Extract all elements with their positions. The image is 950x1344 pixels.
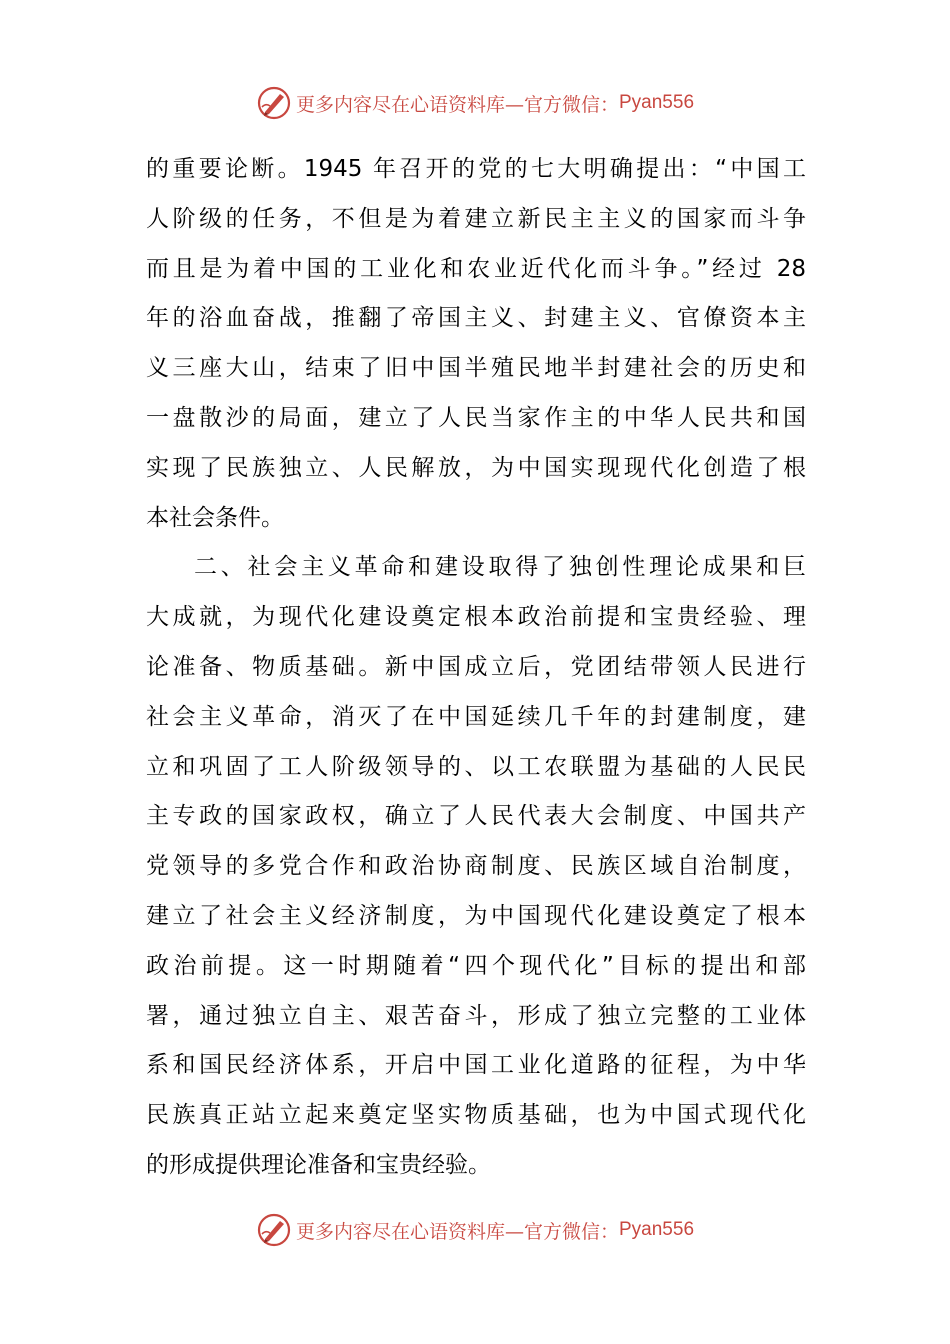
text-line: 的重要论断。1945 年召开的党的七大明确提出：“中国工 [146,156,806,182]
text-line: 本社会条件。 [146,504,284,531]
text-line: 的形成提供理论准备和宝贵经验。 [146,1151,491,1178]
text-line: 署，通过独立自主、艰苦奋斗，形成了独立完整的工业体 [146,1002,806,1029]
header-watermark [0,83,950,123]
text-line: 年的浴血奋战，推翻了帝国主义、封建主义、官僚资本主 [146,305,806,332]
text-line: 立和巩固了工人阶级领导的、以工农联盟为基础的人民民 [146,753,806,780]
pen-logo-icon [256,85,292,121]
pen-logo-icon [256,1212,292,1248]
text-line: 大成就，为现代化建设奠定根本政治前提和宝贵经验、理 [146,604,806,631]
text-line: 建立了社会主义经济制度，为中国现代化建设奠定了根本 [146,902,806,929]
header-brand-id: Pyan556 [619,92,695,113]
text-line: 主专政的国家政权，确立了人民代表大会制度、中国共产 [146,803,806,830]
text-line: 党领导的多党合作和政治协商制度、民族区域自治制度， [146,853,806,880]
header-brand-text: 更多内容尽在心语资料库—官方微信： [295,93,619,116]
text-line: 一盘散沙的局面，建立了人民当家作主的中华人民共和国 [146,404,806,431]
text-line: 义三座大山，结束了旧中国半殖民地半封建社会的历史和 [146,355,806,382]
text-line: 实现了民族独立、人民解放，为中国实现现代化创造了根 [146,454,806,481]
text-line: 二、社会主义革命和建设取得了独创性理论成果和巨 [194,554,806,581]
footer-watermark [0,1210,950,1250]
footer-brand-text: 更多内容尽在心语资料库—官方微信： [295,1220,619,1243]
text-line: 政治前提。这一时期随着“四个现代化”目标的提出和部 [146,952,806,979]
text-line: 人阶级的任务，不但是为着建立新民主主义的国家而斗争 [146,205,806,232]
text-line: 而且是为着中国的工业化和农业近代化而斗争。”经过 28 [146,255,806,282]
document-body [146,145,806,1191]
text-line: 社会主义革命，消灭了在中国延续几千年的封建制度，建 [146,703,806,730]
text-line: 论准备、物质基础。新中国成立后，党团结带领人民进行 [146,653,806,680]
text-line: 系和国民经济体系，开启中国工业化道路的征程，为中华 [146,1052,806,1079]
footer-brand-id: Pyan556 [619,1219,695,1240]
text-line: 民族真正站立起来奠定坚实物质基础，也为中国式现代化 [146,1102,806,1129]
